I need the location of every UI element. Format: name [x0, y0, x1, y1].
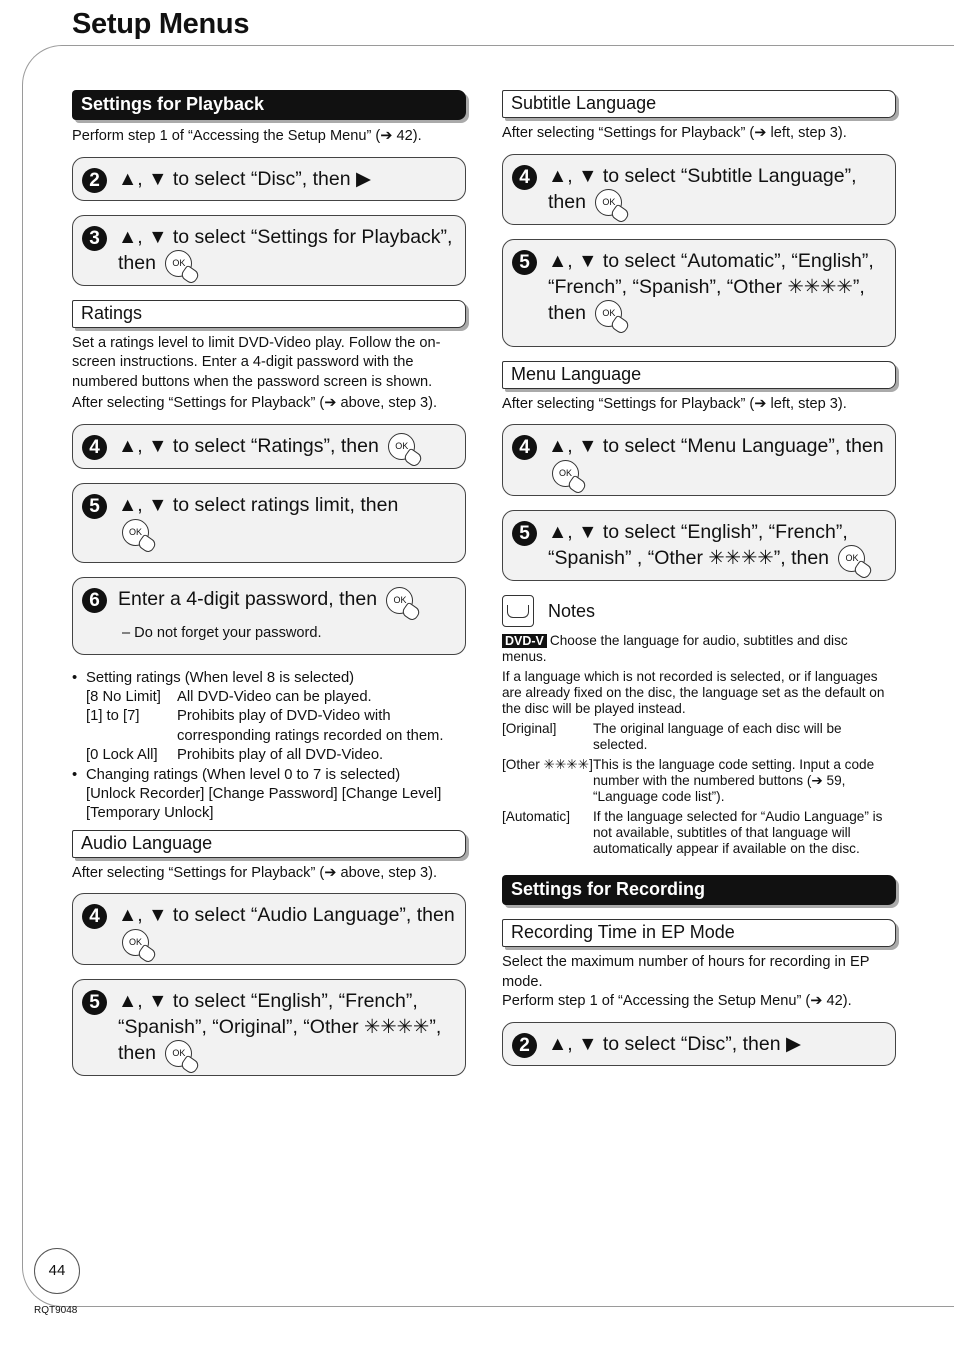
level-desc: All DVD-Video can be played. [177, 688, 372, 705]
level-term: [1] to [7] [86, 708, 140, 725]
step-number: 5 [82, 494, 107, 519]
step-text: ▲, ▼ to select “Disc”, then ▶ [548, 1032, 801, 1055]
step-4-audio [72, 893, 466, 964]
ok-button-icon: OK [122, 929, 149, 956]
menu-language-header: Menu Language [502, 361, 896, 389]
step-number: 5 [512, 521, 537, 546]
audio-after: After selecting “Settings for Playback” (➔ above, step 3). [72, 864, 438, 881]
note-desc: The original language of each disc will be selected. [593, 721, 842, 753]
ratings-levels [72, 688, 466, 766]
ratings-description: Set a ratings level to limit DVD-Video play. Follow the on-screen instructions. Enter a 4-digit password with the numbered buttons when the password screen is shown. [72, 334, 441, 390]
ok-button-icon: OK [122, 519, 149, 546]
level-desc: Prohibits play of all DVD-Video. [177, 747, 384, 764]
level-desc: Prohibits play of DVD-Video with corresponding ratings recorded on them. [177, 708, 444, 744]
step-text: ▲, ▼ to select “English”, “French”, “Spanish” , “Other ✳✳✳✳”, then [548, 520, 848, 569]
step-text: ▲, ▼ to select ratings limit, then [118, 494, 399, 517]
step-6-password [72, 577, 466, 654]
step-number: 4 [512, 435, 537, 460]
step-4-menu [502, 424, 896, 495]
ok-button-icon: OK [838, 545, 865, 572]
playback-section-header: Settings for Playback [72, 90, 466, 120]
step-text: ▲, ▼ to select “Subtitle Language”, then [548, 164, 857, 213]
step-text: ▲, ▼ to select “Ratings”, then [118, 434, 379, 457]
changing-ratings-options: [Unlock Recorder] [Change Password] [Change Level] [Temporary Unlock] [86, 785, 442, 822]
step-text: ▲, ▼ to select “English”, “French”, “Spanish”, “Original”, “Other ✳✳✳✳”, then [118, 989, 442, 1064]
step-number: 5 [512, 250, 537, 275]
step-text: ▲, ▼ to select “Audio Language”, then [118, 904, 455, 927]
page-title: Setup Menus [72, 8, 250, 40]
step-number: 2 [82, 168, 107, 193]
note-term: [Original] [502, 721, 557, 737]
menu-after: After selecting “Settings for Playback” (➔ left, step 3). [502, 395, 847, 412]
ep-description: Select the maximum number of hours for recording in EP mode. [502, 954, 870, 990]
step-3-settings-playback [72, 215, 466, 286]
notes-title: Notes [548, 600, 596, 621]
step-text: ▲, ▼ to select “Settings for Playback”, then [118, 225, 453, 274]
note-text: Choose the language for audio, subtitles and disc menus. [502, 633, 848, 665]
playback-intro: Perform step 1 of “Accessing the Setup Menu” (➔ 42). [72, 128, 422, 144]
note-dvdv [502, 633, 896, 665]
note-language-fallback: If a language which is not recorded is selected, or if languages are already fixed on the disc, the language set as the default on the disc will be played instead. [502, 669, 885, 717]
ratings-bullets [72, 669, 466, 824]
note-desc: This is the language code setting. Input a code number with the numbered buttons (➔ 59, “Language code list”). [593, 757, 875, 805]
ok-button-icon: OK [165, 1040, 192, 1067]
step-5-audio [72, 979, 466, 1076]
ok-button-icon: OK [595, 189, 622, 216]
ok-button-icon: OK [388, 433, 415, 460]
ep-mode-header: Recording Time in EP Mode [502, 919, 896, 947]
step-text: ▲, ▼ to select “Menu Language”, then [548, 435, 884, 458]
step-text: ▲, ▼ to select “Automatic”, “English”, “French”, “Spanish”, “Other ✳✳✳✳”, then [548, 249, 874, 324]
right-column [502, 90, 896, 1080]
note-desc: If the language selected for “Audio Language” is not available, subtitles of that language will automatically appear if available on the disc. [593, 809, 883, 857]
bullet-setting-ratings: • Setting ratings (When level 8 is selected) [72, 669, 466, 688]
audio-language-header: Audio Language [72, 830, 466, 858]
step-5-menu [502, 510, 896, 581]
ratings-header: Ratings [72, 300, 466, 328]
step-4-subtitle [502, 154, 896, 225]
notes-heading [502, 595, 896, 627]
ok-button-icon: OK [552, 460, 579, 487]
note-term: [Automatic] [502, 809, 570, 825]
step-text: ▲, ▼ to select “Disc”, then ▶ [118, 167, 371, 190]
step-5-subtitle [502, 239, 896, 347]
subtitle-after: After selecting “Settings for Playback” (➔ left, step 3). [502, 125, 847, 141]
step-number: 6 [82, 588, 107, 613]
step-number: 5 [82, 990, 107, 1015]
dvd-v-badge: DVD-V [502, 634, 547, 648]
subtitle-language-header: Subtitle Language [502, 90, 896, 118]
ratings-after: After selecting “Settings for Playback” (➔ above, step 3). [72, 395, 438, 412]
step-number: 4 [82, 435, 107, 460]
bullet-changing-ratings: • Changing ratings (When level 0 to 7 is selected) [72, 766, 466, 785]
left-column [72, 90, 466, 1090]
step-text: Enter a 4-digit password, then [118, 588, 378, 611]
note-definitions [502, 721, 896, 861]
level-term: [0 Lock All] [86, 747, 158, 764]
step-number: 2 [512, 1033, 537, 1058]
ok-button-icon: OK [386, 587, 413, 614]
step-number: 4 [512, 165, 537, 190]
step-2-disc [72, 157, 466, 201]
step-number: 3 [82, 226, 107, 251]
step-5-ratings [72, 483, 466, 563]
document-code: RQT9048 [34, 1305, 78, 1316]
page-number: 44 [34, 1248, 80, 1294]
password-note: – Do not forget your password. [122, 624, 322, 641]
level-term: [8 No Limit] [86, 688, 161, 705]
step-4-ratings [72, 424, 466, 469]
step-number: 4 [82, 904, 107, 929]
step-2-disc-recording [502, 1022, 896, 1066]
ep-intro: Perform step 1 of “Accessing the Setup Menu” (➔ 42). [502, 993, 852, 1010]
ok-button-icon: OK [595, 300, 622, 327]
note-term: [Other ✳✳✳✳] [502, 757, 593, 773]
recording-section-header: Settings for Recording [502, 875, 896, 905]
notes-icon [502, 595, 534, 627]
ok-button-icon: OK [165, 250, 192, 277]
